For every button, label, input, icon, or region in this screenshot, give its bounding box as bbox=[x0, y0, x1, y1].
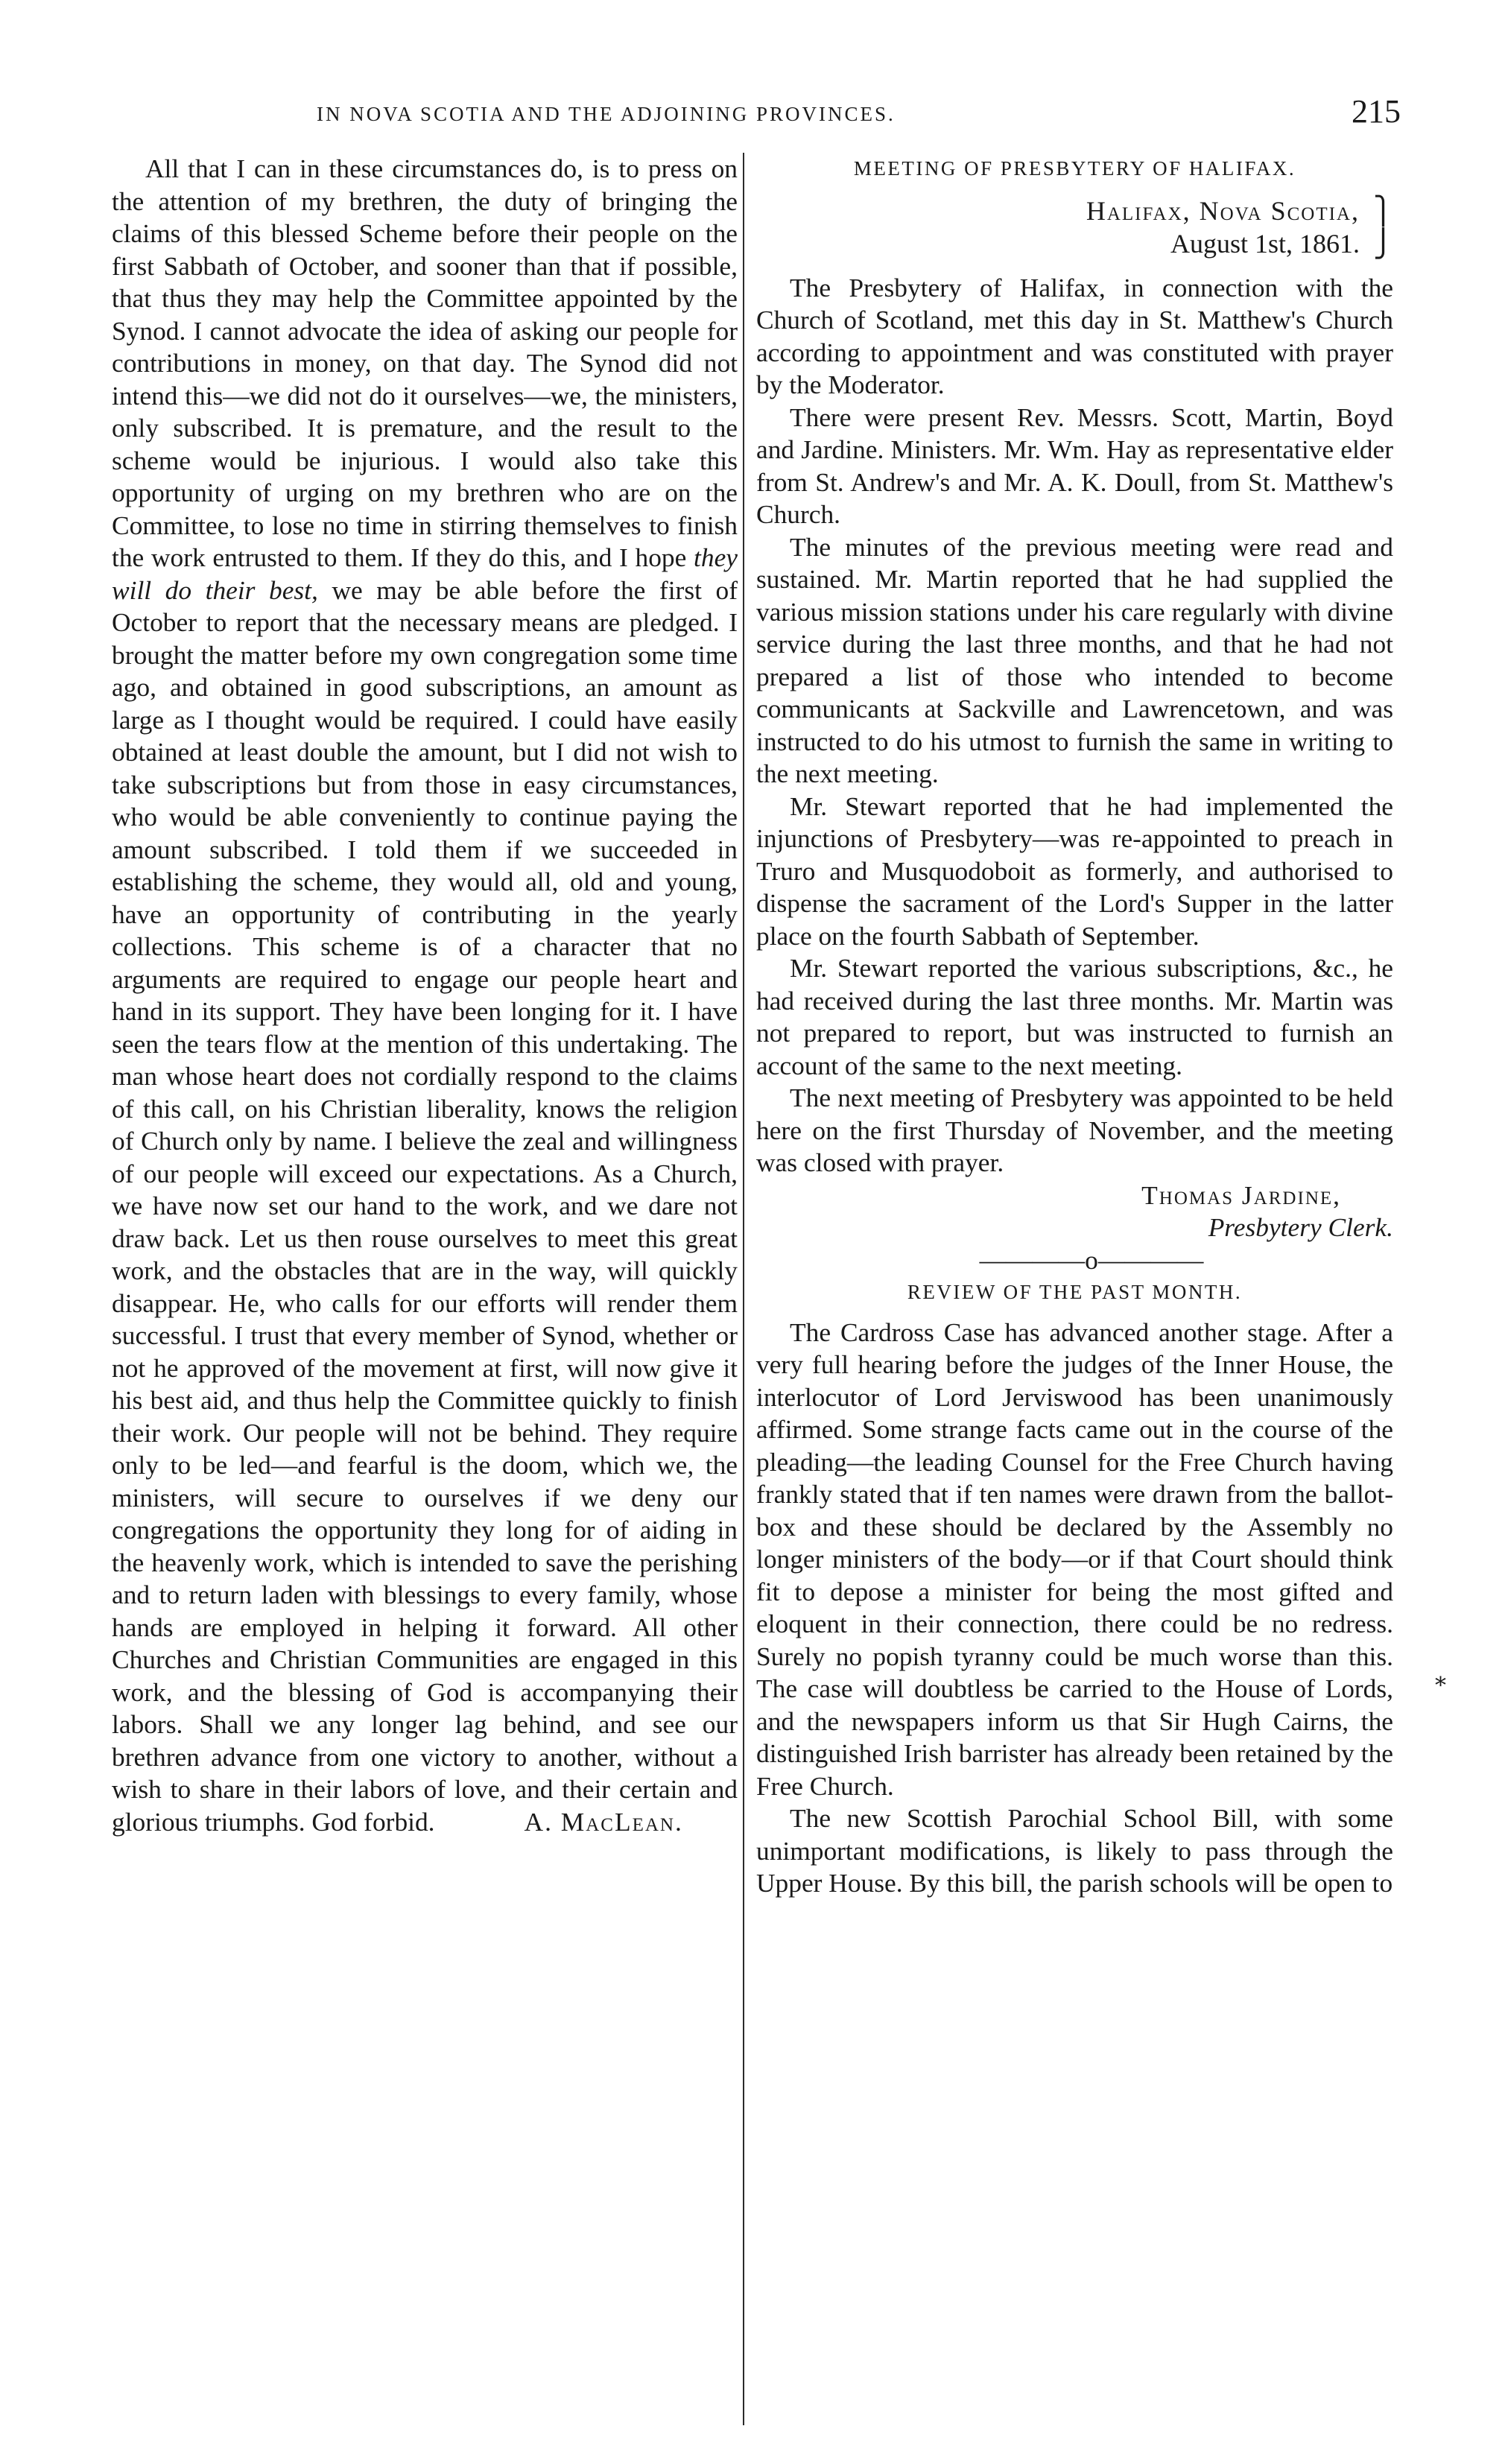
presbytery-paragraph-1: The Presbytery of Halifax, in connection with the Church of Scotland, met this day in St. Matthew's Church according to appointment and was constituted with prayer by the Moderator. bbox=[756, 272, 1393, 399]
left-body-part-2: we may be able before the first of October to report that the necessary means are pledged. I brought the matter before my own congregation some time ago, and obtained in good subscriptions, an amount as large as I thought would be required. I could have easily obtained at least double the amount, but I did not wish to take subscriptions but from those in easy circumstances, who would be able conveniently to continue paying the amount subscribed. I told them if we succeeded in establishing the scheme, they would all, old and young, have an opportunity of contributing in the yearly collections. This scheme is of a character that no arguments are required to engage our people heart and hand in its support. They have been longing for it. I have seen the tears flow at the mention of this undertaking. The man whose heart does not cordially respond to the claims of this call, on his Christian liberality, knows the religion of Church only by name. I believe the zeal and willingness of our people will exceed our expectations. As a Church, we have now set our hand to the work, and we dare not draw back. Let us then rouse ourselves to meet this great work, and the obstacles that are in the way, will quickly disappear. He, who calls for our efforts will render them successful. I trust that every member of Synod, whether or not he approved of the movement at first, will now give it his best aid, and thus help the Committee quickly to finish their work. Our people will not be behind. They require only to be led—and fearful is the doom, which we, the ministers, will secure to ourselves if we deny our congregations the opportunity they long for of aiding in the heavenly work, which is intended to save the perishing and to return laden with blessings to every family, whose hands are employed in helping it forward. All other Churches and Christian Communities are engaged in this work, and the blessing of God is accompanying their labors. Shall we any longer lag behind, and see our brethren advance from one victory to another, without a wish to share in their labors of love, and their certain and glorious triumphs. God forbid. bbox=[112, 574, 738, 1837]
page-number: 215 bbox=[1352, 93, 1401, 130]
right-column bbox=[756, 153, 1393, 1900]
signature: A. MacLean. bbox=[524, 1806, 683, 1837]
review-heading: REVIEW OF THE PAST MONTH. bbox=[907, 1281, 1243, 1303]
section-divider: ————o———— bbox=[979, 1244, 1204, 1275]
presbytery-heading: MEETING OF PRESBYTERY OF HALIFAX. bbox=[853, 157, 1296, 180]
left-body-part-1: All that I can in these circumstances do, is to press on the attention of my brethren, the duty of bringing the claims of this blessed Scheme before their people on the first Sabbath of October, and sooner than that if possible, that thus they may help the Committee appointed by the Synod. I cannot advocate the idea of asking our people for contributions in money, on that day. The Synod did not intend this—we did not do it ourselves—we, the ministers, only subscribed. It is premature, and the result to the scheme would be injurious. I would also take this opportunity of urging on my brethren who are on the Committee, to lose no time in stirring themselves to finish the work entrusted to them. If they do this, and I hope bbox=[112, 153, 738, 572]
clerk-title: Presbytery Clerk. bbox=[1208, 1212, 1393, 1242]
presbytery-paragraph-2: There were present Rev. Messrs. Scott, Martin, Boyd and Jardine. Ministers. Mr. Wm. Hay as representative elder from St. Andrew's and Mr. A. K. Doull, from St. Matthew's Church. bbox=[756, 402, 1393, 529]
review-paragraph-1: The Cardross Case has advanced another stage. After a very full hearing before the judges of the Inner House, the interlocutor of Lord Jerviswood has been unanimously affirmed. Some strange facts came out in the course of the pleading—the leading Counsel for the Free Church having frankly stated that if ten names were drawn from the ballot-box and these should be declared by the Assembly no longer ministers of the body—or if that Court should think fit to depose a minister for being the most gifted and eloquent in their connection, there could be no redress. Surely no popish tyranny could be much worse than this. The case will doubtless be carried to the House of Lords, and the newspapers inform us that Sir Hugh Cairns, the distinguished Irish barrister has already been retained by the Free Church. bbox=[756, 1317, 1393, 1801]
clerk-name: Thomas Jardine, bbox=[1141, 1179, 1341, 1210]
review-paragraph-2: The new Scottish Parochial School Bill, with some unimportant modifications, is likely to pass through the Upper House. By this bill, the parish schools will be open to bbox=[756, 1803, 1393, 1898]
presbytery-paragraph-6: The next meeting of Presbytery was appointed to be held here on the first Thursday of November, and the meeting was closed with prayer. bbox=[756, 1083, 1393, 1177]
presbytery-paragraph-3: The minutes of the previous meeting were read and sustained. Mr. Martin reported that he had supplied the various mission stations under his care regularly with divine service during the last three months, and that he had not prepared a list of those who intended to become communicants at Sackville and Lawrencetown, and was instructed to do his utmost to furnish the same in writing to the next meeting. bbox=[756, 531, 1393, 788]
presbytery-paragraph-5: Mr. Stewart reported the various subscriptions, &c., he had received during the last three months. Mr. Martin was not prepared to report, but was instructed to furnish an account of the same to the next meeting. bbox=[756, 953, 1393, 1080]
dateline-place: Halifax, Nova Scotia, ⎫ bbox=[1086, 195, 1393, 226]
margin-mark: * bbox=[1435, 1673, 1446, 1699]
italic-phrase: they will do their best, bbox=[112, 542, 738, 605]
dateline-date: August 1st, 1861. ⎭ bbox=[1170, 228, 1393, 259]
left-paragraph bbox=[112, 153, 738, 1838]
presbytery-paragraph-4: Mr. Stewart reported that he had implemented the injunctions of Presbytery—was re-appointed to preach in Truro and Musquodoboit as formerly, and authorised to dispense the sacrament of the Lord's Supper in the latter place on the fourth Sabbath of September. bbox=[756, 791, 1393, 951]
running-title: IN NOVA SCOTIA AND THE ADJOINING PROVINCES. bbox=[317, 103, 896, 125]
page-header bbox=[134, 89, 1401, 134]
dateline bbox=[756, 194, 1393, 260]
left-column bbox=[112, 153, 738, 1838]
column-divider-rule bbox=[743, 153, 744, 2425]
